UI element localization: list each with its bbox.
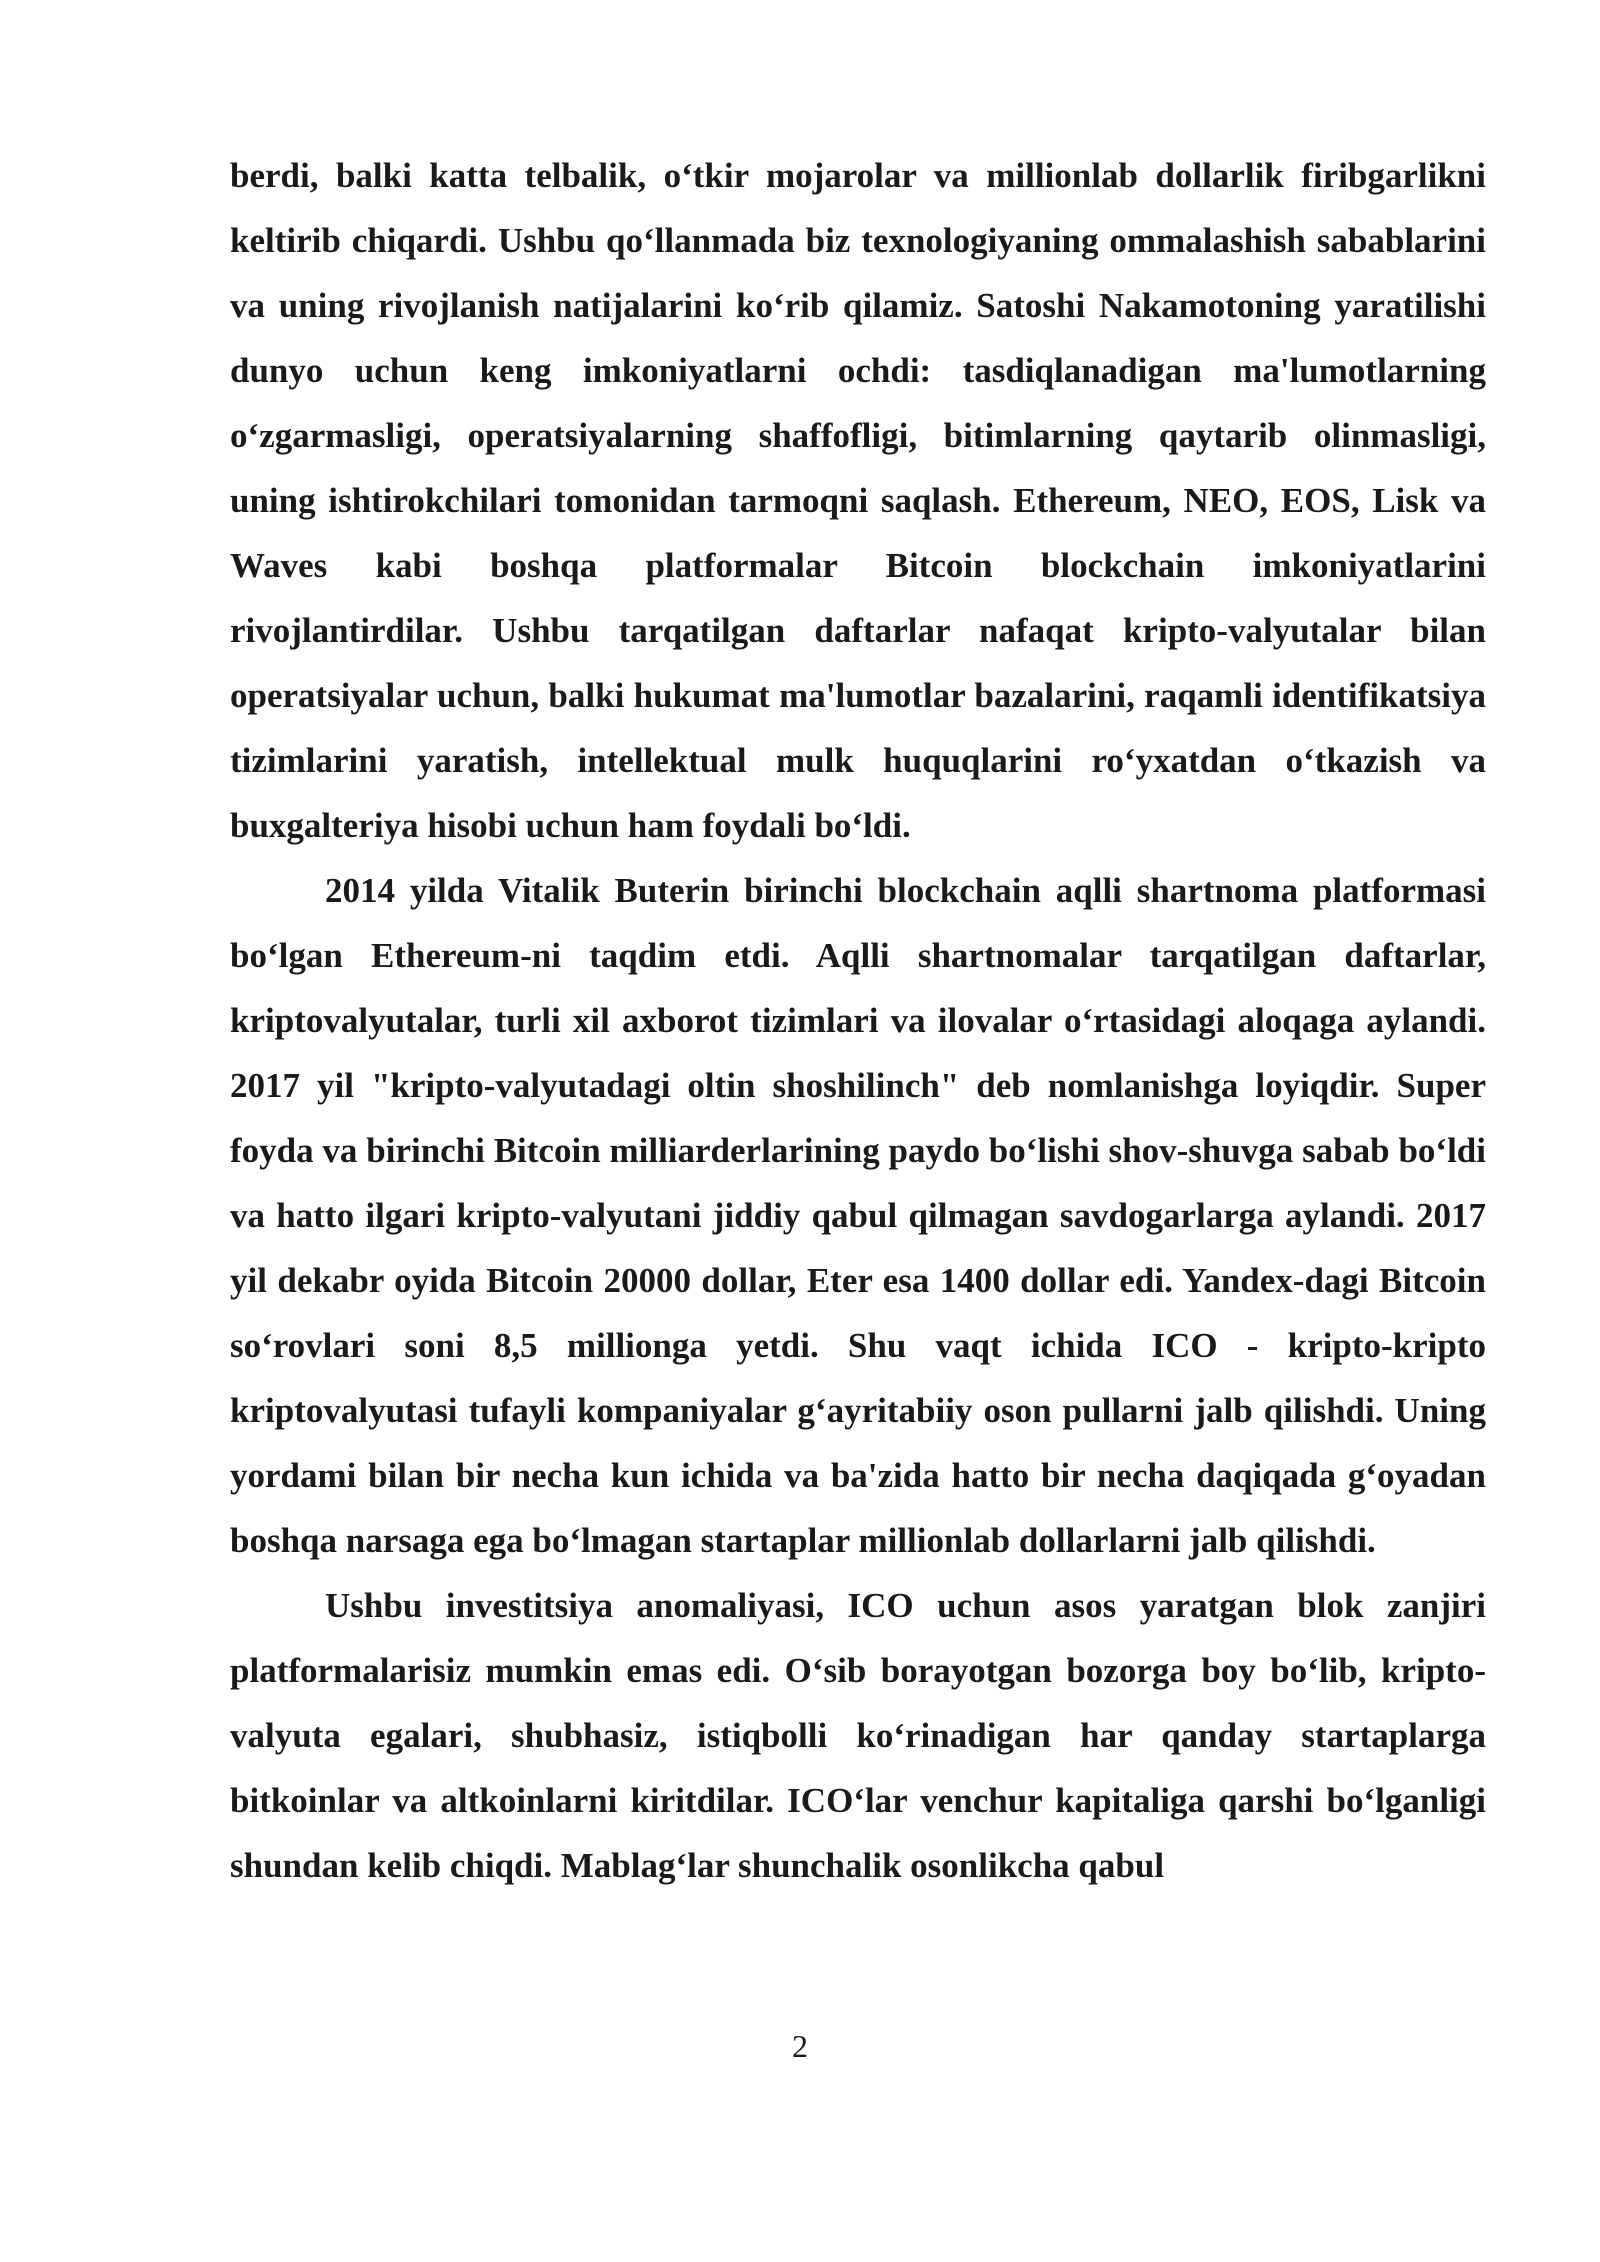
- paragraph-3: Ushbu investitsiya anomaliyasi, ICO uchun asos yaratgan blok zanjiri platformalarisiz mumkin emas edi. O‘sib borayotgan bozorga boy bo‘lib, kripto-valyuta egalari, shubhasiz, istiqbolli ko‘rinadigan har qanday startaplarga bitkoinlar va altkoinlarni kiritdilar. ICO‘lar venchur kapitaliga qarshi bo‘lganligi shundan kelib chiqdi. Mablag‘lar shunchalik osonlikcha qabul: [230, 1586, 1486, 1885]
- paragraph-2: 2014 yilda Vitalik Buterin birinchi blockchain aqlli shartnoma platformasi bo‘lgan Ethereum-ni taqdim etdi. Aqlli shartnomalar tarqatilgan daftarlar, kriptovalyutalar, turli xil axborot tizimlari va ilovalar o‘rtasidagi aloqaga aylandi. 2017 yil "kripto-valyutadagi oltin shoshilinch" deb nomlanishga loyiqdir. Super foyda va birinchi Bitcoin milliarderlarining paydo bo‘lishi shov-shuvga sabab bo‘ldi va hatto ilgari kripto-valyutani jiddiy qabul qilmagan savdogarlarga aylandi. 2017 yil dekabr oyida Bitcoin 20000 dollar, Eter esa 1400 dollar edi. Yandex-dagi Bitcoin so‘rovlari soni 8,5 millionga yetdi. Shu vaqt ichida ICO - kripto-kripto kriptovalyutasi tufayli kompaniyalar g‘ayritabiiy oson pullarni jalb qilishdi. Uning yordami bilan bir necha kun ichida va ba'zida hatto bir necha daqiqada g‘oyadan boshqa narsaga ega bo‘lmagan startaplar millionlab dollarlarni jalb qilishdi.: [230, 871, 1486, 1560]
- paragraph-1: berdi, balki katta telbalik, o‘tkir mojarolar va millionlab dollarlik firibgarlikni keltirib chiqardi. Ushbu qo‘llanmada biz texnologiyaning ommalashish sabablarini va uning rivojlanish natijalarini ko‘rib qilamiz. Satoshi Nakamotoning yaratilishi dunyo uchun keng imkoniyatlarni ochdi: tasdiqlanadigan ma'lumotlarning o‘zgarmasligi, operatsiyalarning shaffofligi, bitimlarning qaytarib olinmasligi, uning ishtirokchilari tomonidan tarmoqni saqlash. Ethereum, NEO, EOS, Lisk va Waves kabi boshqa platformalar Bitcoin blockchain imkoniyatlarini rivojlantirdilar. Ushbu tarqatilgan daftarlar nafaqat kripto-valyutalar bilan operatsiyalar uchun, balki hukumat ma'lumotlar bazalarini, raqamli identifikatsiya tizimlarini yaratish, intellektual mulk huquqlarini ro‘yxatdan o‘tkazish va buxgalteriya hisobi uchun ham foydali bo‘ldi.: [230, 156, 1486, 845]
- page-number: 2: [792, 2028, 808, 2064]
- body-text: [230, 143, 1486, 1898]
